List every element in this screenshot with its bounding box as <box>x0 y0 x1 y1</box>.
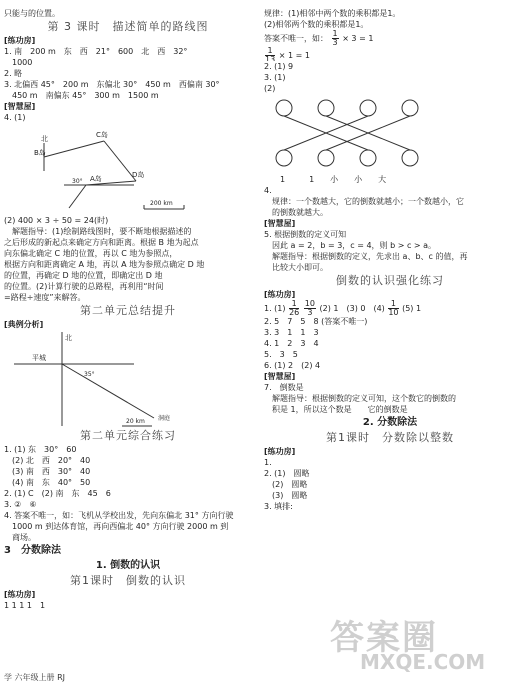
fraction: $\frac{1}{3}$ <box>332 30 338 47</box>
fraction: $\frac{1}{10}$ <box>388 300 399 316</box>
map2-north: 北 <box>65 334 72 342</box>
text-line: (2)相邻两个数的乘积都是1。 <box>264 20 369 29</box>
text-line: 2. 略 <box>4 69 23 78</box>
section-tag: [典例分析] <box>4 320 44 329</box>
text-line <box>264 47 516 61</box>
map-scale: 200 km <box>150 200 173 207</box>
lesson-title: 第1课时 倒数的认识 <box>70 574 186 587</box>
section-tag: [智慧屋] <box>4 102 36 111</box>
text-line: 解题指导：(1)绘制路线图时，要不断地根据描述的 <box>4 227 192 236</box>
text-line <box>264 30 516 47</box>
text-line: =路程÷速度”来解答。 <box>4 293 86 302</box>
route-map-2 <box>4 330 252 428</box>
map2-angle: 35° <box>84 371 95 378</box>
map2-scale: 20 km <box>126 418 145 425</box>
text-line: 解题指导：根据倒数的定义，先求出 a、b、c 的值，再 <box>264 252 468 261</box>
text-line: 向东偏北确定 C 地的位置，再以 C 地为参照点， <box>4 249 178 258</box>
text-line: 2. (1) 圆略 <box>264 469 310 478</box>
exercise-title: 倒数的认识强化练习 <box>336 274 444 287</box>
text-span: (答案不唯一) <box>321 317 368 326</box>
text-line: 5. 根据倒数的定义可知 <box>264 230 347 239</box>
section-tag: [练功房] <box>264 447 296 456</box>
text-line: 因此 a = 2，b = 3，c = 4，则 b > c > a。 <box>264 241 437 250</box>
section-heading: 1. 倒数的认识 <box>95 560 161 571</box>
fraction: $\frac{1}{26}$ <box>289 300 300 316</box>
text-line <box>264 316 516 327</box>
section-tag: [练功房] <box>264 290 296 299</box>
text-line: 4. (1) <box>4 113 26 122</box>
right-column <box>264 8 516 512</box>
text-line: 规律：(1)相邻中两个数的乘积都是1。 <box>264 9 401 18</box>
text-line: 1 1 小 小 大 <box>264 175 387 184</box>
text-line: 解题指导：根据倒数的定义可知，这个数它的倒数的 <box>264 394 456 403</box>
text-span: (2) 1 (3) 0 (4) <box>319 304 385 313</box>
map-label-c: C岛 <box>96 131 108 139</box>
apple-matching-diagram <box>264 94 516 174</box>
section-tag: [智慧屋] <box>264 219 296 228</box>
section-tag: [练功房] <box>4 590 36 599</box>
text-line: 1 1 1 1 1 <box>4 601 46 610</box>
text-line: (3) 南 西 30° 40 <box>4 467 91 476</box>
text-line: 4. 1 2 3 4 <box>264 339 319 348</box>
map-label-b: B岛 <box>34 149 46 157</box>
map-label-a: A岛 <box>90 175 102 183</box>
text-line: (2) 400 × 3 ÷ 50 = 24(时) <box>4 216 109 225</box>
text-line: 1. 南 200 m 东 西 21° 600 北 西 32° <box>4 47 188 56</box>
text-line: 商场。 <box>4 533 36 542</box>
text-span: 1. (1) <box>264 304 286 313</box>
text-line: 3. 填排: <box>264 502 293 511</box>
map-north: 北 <box>41 135 48 143</box>
text-line: 1000 m 到达体育馆，再向西偏北 40° 方向行驶 2000 m 到 <box>4 522 229 531</box>
text-line: (2) <box>264 84 276 93</box>
lesson-title: 第 3 课时 描述简单的路线图 <box>47 20 209 33</box>
text-line: 4. <box>264 186 272 195</box>
unit-summary-title: 第二单元总结提升 <box>80 304 176 317</box>
text-span: × 3 = 1 <box>342 34 374 43</box>
text-line: 2. (1) C (2) 南 东 45 6 <box>4 489 111 498</box>
text-line: 之后形成的新起点来确定方向和距离。根据 B 地为起点 <box>4 238 199 247</box>
text-line: (2) 北 西 20° 40 <box>4 456 91 465</box>
text-line: 比较大小即可。 <box>264 263 328 272</box>
map-angle: 30° <box>72 178 83 185</box>
fraction: $\frac{1}{13}$ <box>265 47 276 61</box>
text-line: 根据方向和距离确定 A 地，再以 A 地为参照点确定 D 地 <box>4 260 205 269</box>
text-line: 5. 3 5 <box>264 350 298 359</box>
section-tag: [智慧屋] <box>264 372 296 381</box>
text-line: 1000 <box>4 58 33 67</box>
chapter-heading: 3 分数除法 <box>4 545 61 556</box>
text-line: (4) 南 东 40° 50 <box>4 478 91 487</box>
text-line: 3. 3 1 1 3 <box>264 328 319 337</box>
text-line: 3. ② ⑥ <box>4 500 37 509</box>
text-line: 1. <box>264 458 272 467</box>
map2-dest: 洞庭 <box>158 415 171 422</box>
text-line: 450 m 南偏东 45° 300 m 1500 m <box>4 91 159 100</box>
text-line: 的位置，再确定 D 地的位置，即确定出 D 地 <box>4 271 163 280</box>
text-line: 1. (1) 东 30° 60 <box>4 445 77 454</box>
text-line: 2. (1) 9 <box>264 62 310 71</box>
text-line: (2) 圆略 <box>264 480 308 489</box>
section-heading: 2. 分数除法 <box>362 417 418 428</box>
left-column <box>4 8 252 611</box>
text-span: 答案不唯一，如： <box>264 34 328 43</box>
section-tag: [练功房] <box>4 36 36 45</box>
text-span: 2. 5 7 5 8 <box>264 317 319 326</box>
page-footer: 学 六年级上册 RJ <box>4 673 66 682</box>
text-line: 的位置。(2)计算行驶的总路程，再利用“时间 <box>4 282 164 291</box>
text-line: 3. 北偏西 45° 200 m 东偏北 30° 450 m 西偏南 30° <box>4 80 220 89</box>
text-line: 7. 倒数是 <box>264 383 304 392</box>
unit-practice-title: 第二单元综合练习 <box>80 429 176 442</box>
text-span: × 1 = 1 <box>278 51 310 60</box>
map2-city: 平城 <box>32 354 46 362</box>
fraction: $\frac{10}{3}$ <box>304 300 315 316</box>
text-line: 积是 1，所以这个数是 它的倒数是 <box>264 405 408 414</box>
watermark-logo: 答案圈 <box>330 618 438 658</box>
lesson-title: 第1课时 分数除以整数 <box>326 431 454 444</box>
text-line: 只能与的位置。 <box>4 9 60 18</box>
text-line <box>264 300 516 316</box>
text-line: 规律：一个数越大，它的倒数就越小；一个数越小，它 <box>264 197 464 206</box>
text-line: 6. (1) 2 (2) 4 <box>264 361 321 370</box>
text-span: (5) 1 <box>402 304 422 313</box>
text-line: (3) 圆略 <box>264 491 308 500</box>
route-map-1 <box>4 123 252 215</box>
text-line: 的倒数就越大。 <box>264 208 328 217</box>
text-line: 3. (1) <box>264 73 286 82</box>
text-line: 4. 答案不唯一，如：飞机从学校出发，先向东偏北 31° 方向行驶 <box>4 511 234 520</box>
watermark-url: MXQE.COM <box>360 650 486 674</box>
map-label-d: D岛 <box>132 171 145 179</box>
